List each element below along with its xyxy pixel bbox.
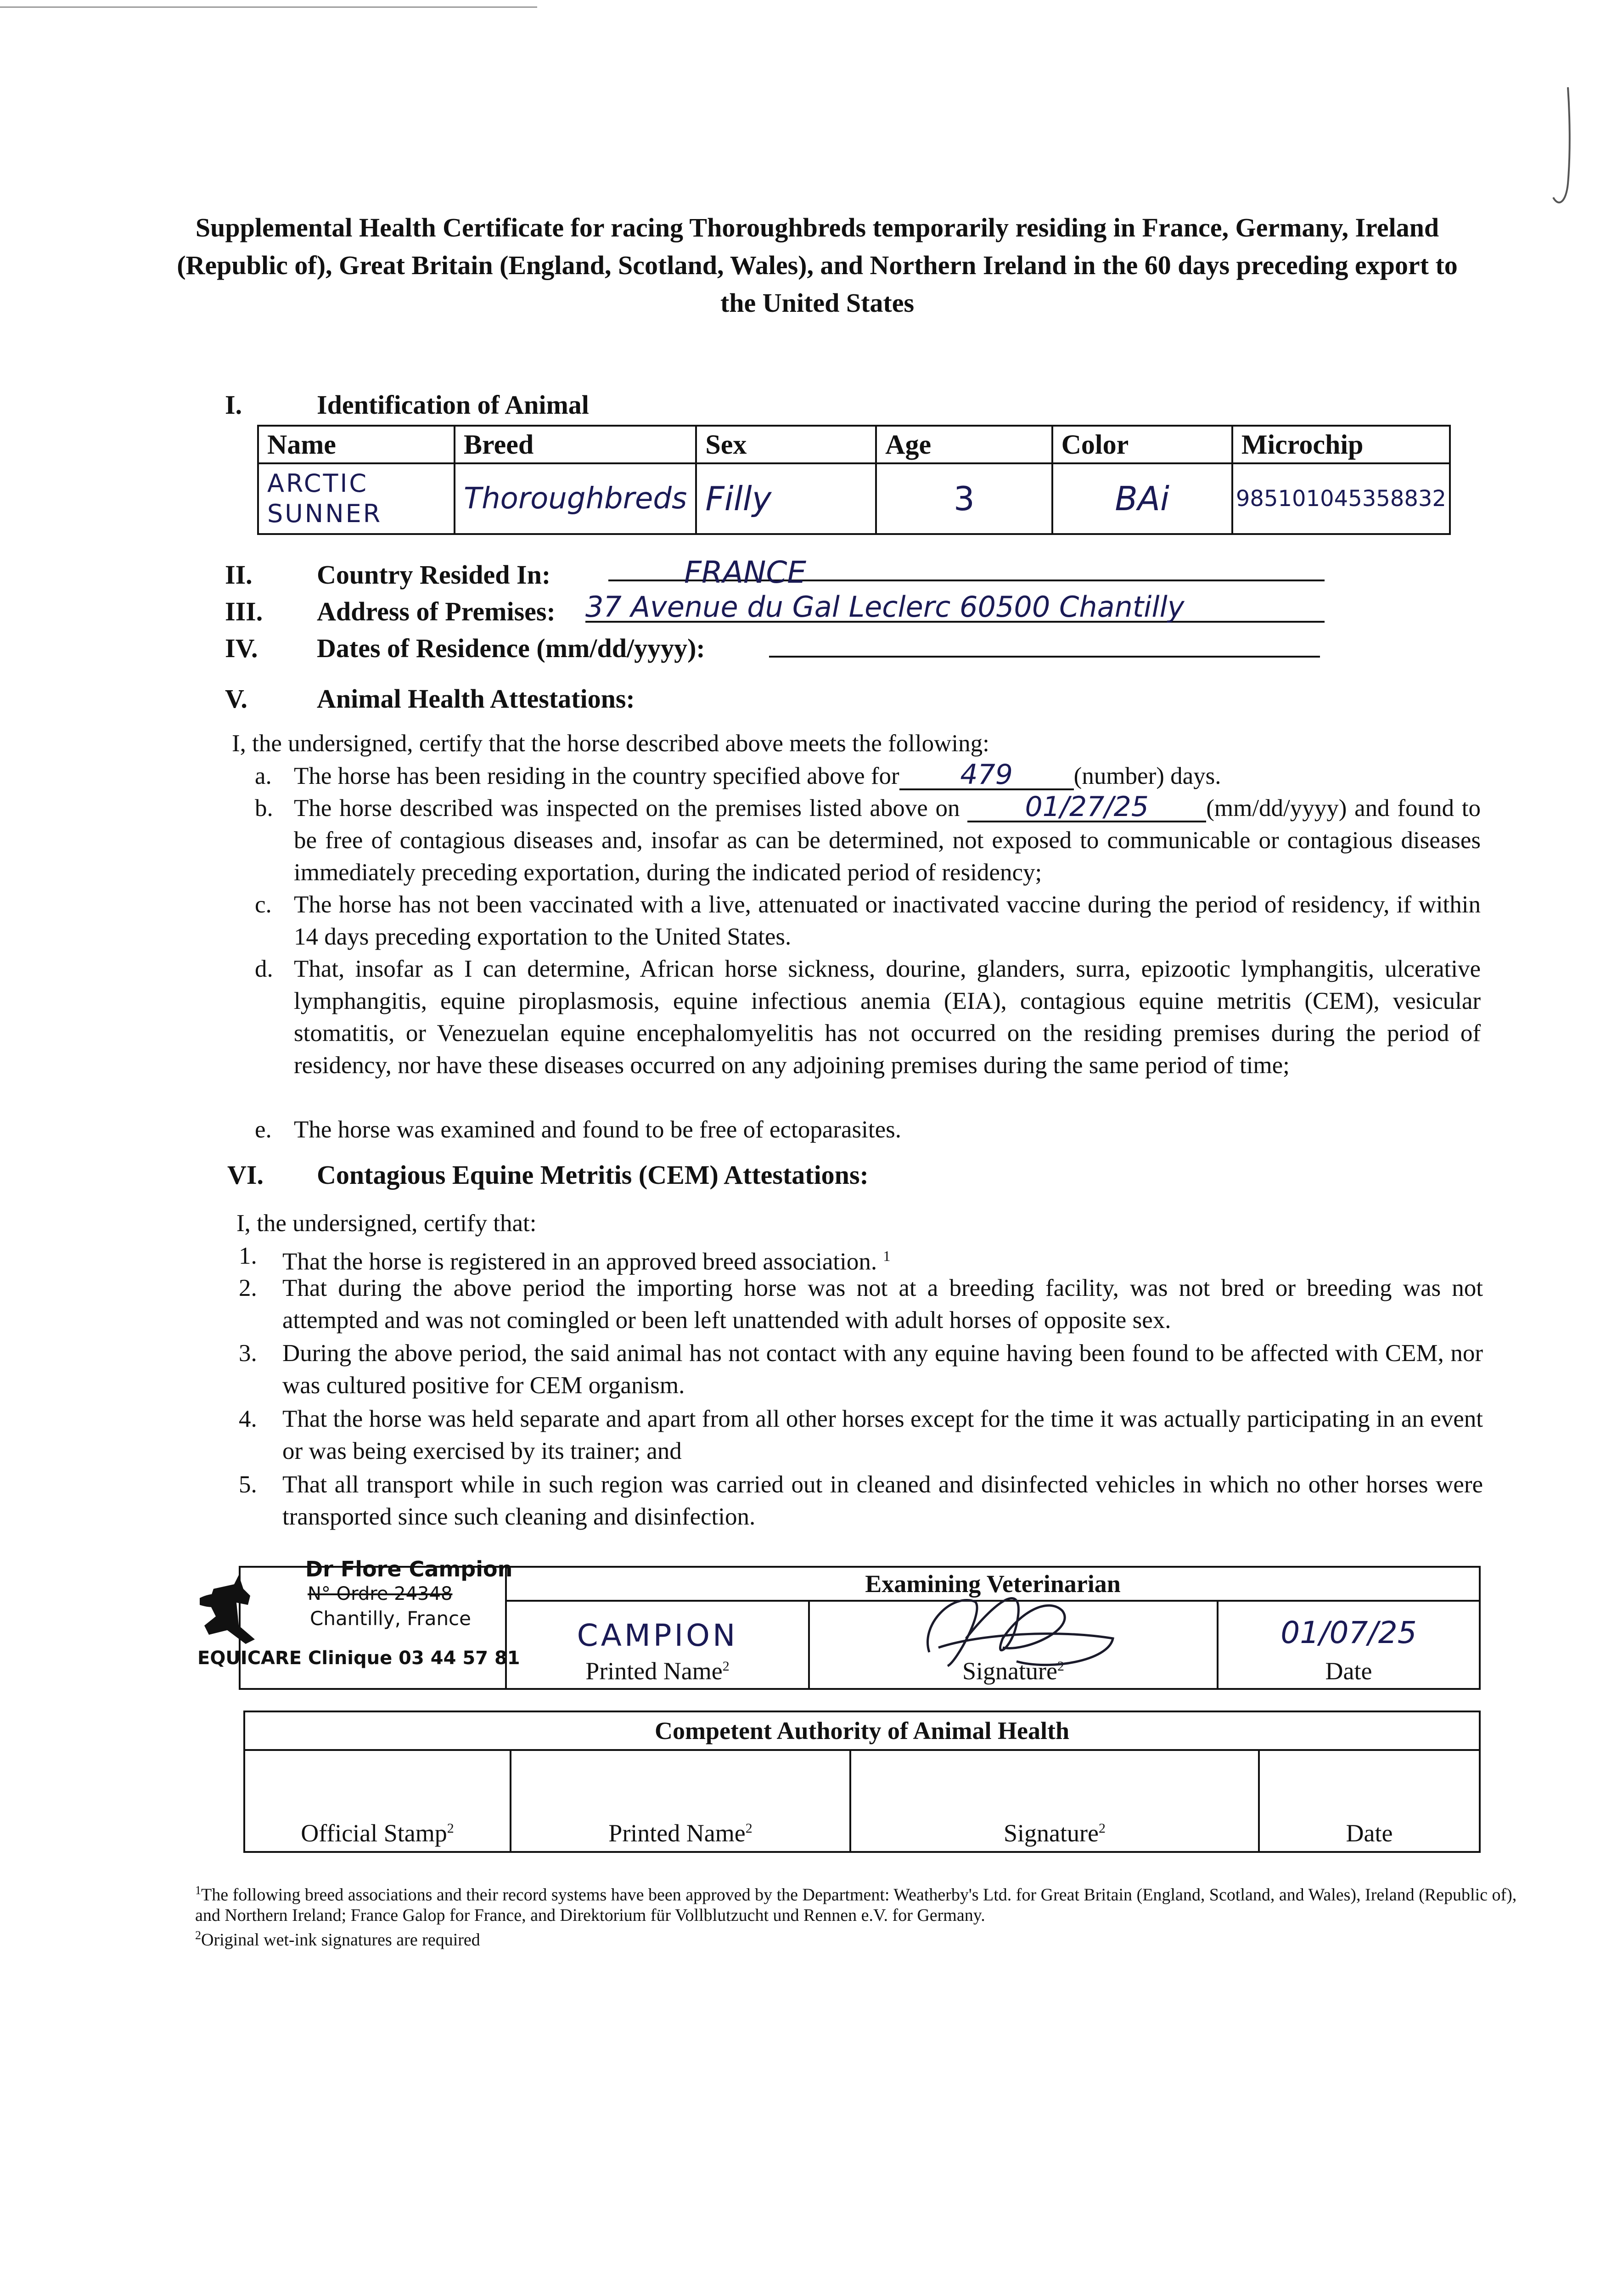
authority-stamp-label: Official Stamp xyxy=(301,1819,447,1847)
footnotes xyxy=(195,1880,1527,1950)
attestation-b-date-value: 01/27/25 xyxy=(967,793,1206,822)
attestation-c-text: The horse has not been vaccinated with a live, attenuated or inactivated vaccine during the period of residency, if within 14 days preceding exportation to the United States. xyxy=(294,891,1481,950)
attestation-a-days-value: 479 xyxy=(899,761,1074,790)
authority-date-label: Date xyxy=(1346,1819,1393,1847)
section-4-underline xyxy=(769,656,1320,658)
footnote-2-mark: 2 xyxy=(195,1928,201,1942)
value-color: BAi xyxy=(1052,463,1232,534)
footnote-1-text: The following breed associations and their record systems have been approved by the Department: Weatherby's Ltd. for Great Britain (England, Scotland, and Wales), Ireland (Republic of), and Northern Ireland; France Galop for France, and Direktorium für Vollblutzucht und Rennen e.V. for Germany. xyxy=(195,1885,1517,1925)
value-name-line2: SUNNER xyxy=(267,499,382,528)
stamp-ordre: N° Ordre 24348 xyxy=(308,1583,453,1604)
section-4-label: Dates of Residence (mm/dd/yyyy): xyxy=(317,633,705,663)
footnote-1 xyxy=(195,1880,1527,1925)
section-2-value: FRANCE xyxy=(684,555,807,590)
section-4-row xyxy=(225,633,705,664)
competent-authority-table xyxy=(243,1711,1481,1853)
authority-date-cell xyxy=(1259,1750,1480,1852)
vet-date-cell xyxy=(1218,1601,1480,1689)
authority-header: Competent Authority of Animal Health xyxy=(244,1711,1480,1750)
section-3-number: III. xyxy=(225,597,263,626)
header-name: Name xyxy=(258,426,455,463)
edge-pen-mark xyxy=(1550,87,1577,211)
attestation-b-text-after: (mm/dd/yyyy) and found to be free of contagious diseases and, insofar as can be determined, not exposed to communicable or contagious diseases immediately preceding exportation, during the indicated period of residency; xyxy=(294,795,1481,886)
attestation-c xyxy=(255,889,1481,953)
value-breed: Thoroughbreds xyxy=(455,463,696,534)
vet-printed-name-value: CAMPION xyxy=(577,1618,738,1653)
authority-signature-sup: 2 xyxy=(1098,1821,1106,1836)
section-1-label: Identification of Animal xyxy=(317,390,589,420)
vet-printed-name-label: Printed Name xyxy=(585,1657,723,1685)
cem-item-2-mark: 2. xyxy=(239,1275,257,1301)
stamp-vet-name: Dr Flore Campion xyxy=(305,1557,513,1581)
attestation-b xyxy=(255,792,1481,889)
section-6-heading xyxy=(227,1159,1146,1192)
authority-stamp-cell xyxy=(244,1750,511,1852)
attestation-d-mark: d. xyxy=(255,956,273,982)
vet-stamp xyxy=(193,1557,520,1699)
authority-printed-name-label: Printed Name xyxy=(608,1819,746,1847)
cem-item-5 xyxy=(239,1469,1483,1533)
cem-item-3 xyxy=(239,1337,1483,1401)
value-sex: Filly xyxy=(696,463,876,534)
section-2-row xyxy=(225,559,551,590)
cem-item-1-text: That the horse is registered in an approved breed association. xyxy=(282,1248,877,1275)
cem-item-5-text: That all transport while in such region was carried out in cleaned and disinfected vehicles in which no other horses were transported since such cleaning and disinfection. xyxy=(282,1471,1483,1530)
attestation-e xyxy=(255,1114,1481,1146)
section-5-label: Animal Health Attestations: xyxy=(317,684,635,714)
attestation-d-text: That, insofar as I can determine, African horse sickness, dourine, glanders, surra, epizootic lymphangitis, ulcerative lymphangitis, equine piroplasmosis, equine infectious anemia (EIA), contagious equine metritis (CEM), vesicular stomatitis, or Venezuelan equine encephalomyelitis has not occurred on the residing premises during the period of residency, nor have these diseases occurred on any adjoining premises during the same period of time; xyxy=(294,956,1481,1079)
section-5-heading xyxy=(225,683,960,715)
section-5-number: V. xyxy=(225,684,247,714)
section-5-intro: I, the undersigned, certify that the horse described above meets the following: xyxy=(232,730,989,757)
value-microchip: 985101045358832 xyxy=(1232,463,1450,534)
section-2-label: Country Resided In: xyxy=(317,560,551,590)
vet-date-label: Date xyxy=(1325,1657,1372,1685)
section-3-row xyxy=(225,596,556,627)
header-sex: Sex xyxy=(696,426,876,463)
header-microchip: Microchip xyxy=(1232,426,1450,463)
authority-stamp-sup: 2 xyxy=(447,1821,454,1836)
section-6-number: VI. xyxy=(227,1160,264,1190)
authority-signature-label: Signature xyxy=(1004,1819,1099,1847)
attestation-e-text: The horse was examined and found to be free of ectoparasites. xyxy=(294,1116,902,1143)
identification-table xyxy=(257,425,1451,535)
section-3-value: 37 Avenue du Gal Leclerc 60500 Chantilly xyxy=(585,590,1185,624)
cem-item-3-text: During the above period, the said animal has not contact with any equine having been found to be affected with CEM, nor was cultured positive for CEM organism. xyxy=(282,1340,1483,1399)
footnote-2 xyxy=(195,1925,1527,1950)
attestation-a-text-after: (number) days. xyxy=(1073,763,1221,789)
section-1-number: I. xyxy=(225,390,242,420)
cem-item-4 xyxy=(239,1403,1483,1467)
vet-signature-scribble xyxy=(911,1583,1122,1689)
authority-printed-name-sup: 2 xyxy=(745,1821,753,1836)
cem-item-3-mark: 3. xyxy=(239,1340,257,1367)
cem-item-1-footnote-ref: 1 xyxy=(883,1248,891,1264)
cem-item-1 xyxy=(239,1240,1483,1275)
section-3-label: Address of Premises: xyxy=(317,597,556,626)
value-name xyxy=(258,463,455,534)
attestation-a-text-before: The horse has been residing in the country specified above for xyxy=(294,763,899,789)
value-name-line1: ARCTIC xyxy=(267,469,369,498)
stamp-city: Chantilly, France xyxy=(310,1607,471,1630)
footnote-2-text: Original wet-ink signatures are required xyxy=(201,1930,480,1950)
vet-header: Examining Veterinarian xyxy=(506,1567,1480,1601)
section-6-label: Contagious Equine Metritis (CEM) Attestations: xyxy=(317,1160,869,1190)
stamp-clinic: EQUICARE Clinique 03 44 57 81 xyxy=(197,1648,520,1669)
attestation-b-text-before: The horse described was inspected on the premises listed above on xyxy=(294,795,960,822)
vet-date-value: 01/07/25 xyxy=(1280,1615,1417,1650)
header-breed: Breed xyxy=(455,426,696,463)
header-age: Age xyxy=(876,426,1052,463)
cem-item-5-mark: 5. xyxy=(239,1471,257,1498)
section-2-number: II. xyxy=(225,560,253,590)
attestation-e-mark: e. xyxy=(255,1116,272,1143)
section-1-heading xyxy=(225,389,960,422)
attestation-c-mark: c. xyxy=(255,891,272,918)
cem-item-4-mark: 4. xyxy=(239,1406,257,1432)
attestation-a-mark: a. xyxy=(255,763,272,789)
scan-top-line xyxy=(0,6,537,8)
authority-printed-name-cell xyxy=(511,1750,850,1852)
vet-printed-name-sup: 2 xyxy=(722,1659,730,1674)
cem-item-1-mark: 1. xyxy=(239,1243,257,1269)
section-4-number: IV. xyxy=(225,633,258,663)
cem-item-2 xyxy=(239,1272,1483,1336)
footnote-1-mark: 1 xyxy=(195,1884,201,1897)
header-color: Color xyxy=(1052,426,1232,463)
attestation-a xyxy=(255,760,1481,792)
cem-item-4-text: That the horse was held separate and apart from all other horses except for the time it was actually participating in an event or was being exercised by its trainer; and xyxy=(282,1406,1483,1464)
section-6-intro: I, the undersigned, certify that: xyxy=(236,1210,537,1237)
authority-signature-cell xyxy=(850,1750,1259,1852)
cem-item-2-text: That during the above period the importing horse was not at a breeding facility, was not bred or breeding was not attempted and was not comingled or been left unattended with adult horses of opposite sex. xyxy=(282,1275,1483,1334)
page-title: Supplemental Health Certificate for racing Thoroughbreds temporarily residing in France, Germany, Ireland (Republic of), Great Britain (England, Scotland, Wales), and Northern Ireland in the 60 days preceding export to the United States xyxy=(177,213,1458,318)
vet-signature-cell xyxy=(809,1601,1218,1689)
attestation-d xyxy=(255,953,1481,1114)
vet-signature-sup: 2 xyxy=(1057,1659,1064,1674)
value-age: 3 xyxy=(876,463,1052,534)
vet-printed-name-cell xyxy=(506,1601,809,1689)
attestation-b-mark: b. xyxy=(255,795,273,822)
vet-signature-label: Signature xyxy=(962,1657,1057,1685)
